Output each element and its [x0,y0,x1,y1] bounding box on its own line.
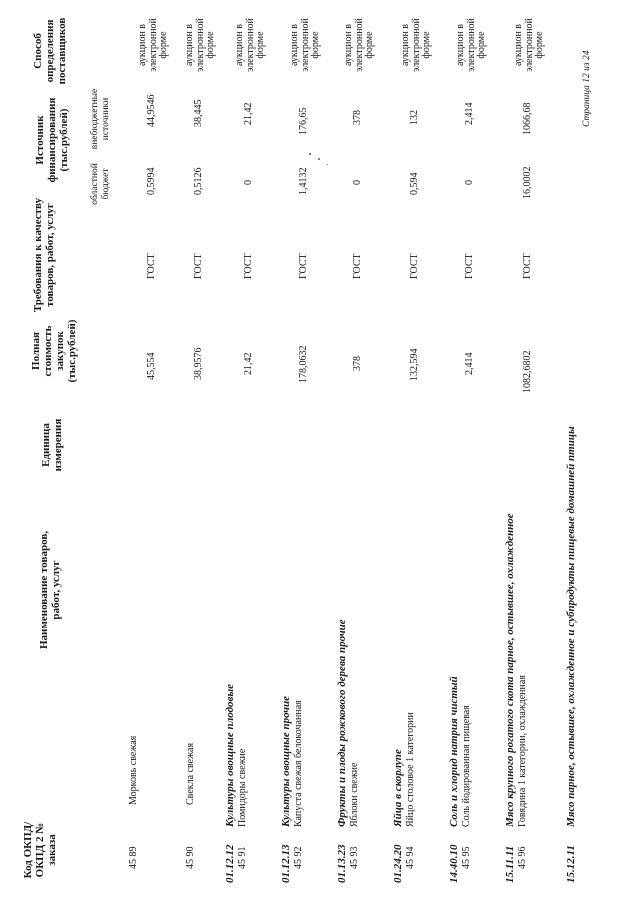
row-number: 45 93 [349,846,360,869]
group-code: 15.11.11 [504,845,516,883]
row-number: 45 95 [461,846,472,869]
row-name: Помидоры свежие [237,748,248,827]
row-name: Говядина 1 категории, охлажденная [517,675,528,827]
row-offbudget: 1066,68 [522,102,533,135]
row-method: аукцион в электронной форме [343,18,375,72]
row-method: аукцион в электронной форме [513,18,545,72]
row-regional: 0,594 [409,172,420,195]
group-title: Яйца в скорлупе [392,749,404,827]
group-code: 01.12.12 [224,844,236,883]
header-cost: Полная стоимость закупок (тыс.рублей) [30,319,78,383]
row-cost: 1082,6802 [522,350,533,393]
row-number: 45 89 [128,846,139,869]
group-code: 01.12.13 [280,844,292,883]
row-offbudget: 378 [352,110,363,125]
row-regional: 0,5126 [193,167,204,195]
header-method: Способ определения поставщиков [32,17,68,85]
group-title: Культуры овощные плодовые [224,684,236,827]
row-regional: 16,0002 [522,166,533,199]
row-name: Свекла свежая [185,742,196,805]
row-requirement: ГОСТ [464,253,475,279]
row-offbudget: 2,414 [464,102,475,125]
row-name: Морковь свежая [128,735,139,805]
row-requirement: ГОСТ [146,253,157,279]
row-requirement: ГОСТ [409,253,420,279]
row-offbudget: 44,9546 [146,94,157,127]
row-cost: 38,9576 [193,347,204,380]
group-title: Мясо крупного рогатого скота парное, остывшее, охлажденное [504,513,516,827]
row-method: аукцион в электронной форме [234,18,266,72]
group-title: Мясо парное, остывшее, охлажденное и субпродукты пищевые домашней птицы [565,426,577,827]
row-regional: 0 [243,180,254,185]
row-cost: 21,42 [243,352,254,375]
group-title: Соль и хлорид натрия чистый [448,676,460,827]
row-requirement: ГОСТ [352,253,363,279]
row-requirement: ГОСТ [243,253,254,279]
row-number: 45 96 [517,846,528,869]
row-method: аукцион в электронной форме [400,18,432,72]
group-code: 01.24.20 [392,844,404,883]
header-unit: Единица измерения [40,418,64,472]
scan-speck [327,164,328,165]
row-cost: 378 [352,356,363,371]
header-code: Код ОКПД/ ОКПД 2 № заказа [22,821,58,879]
row-offbudget: 38,445 [193,99,204,127]
row-cost: 2,414 [464,352,475,375]
row-method: аукцион в электронной форме [184,18,216,72]
group-title: Фрукты и плоды рожкового дерева прочие [336,619,348,827]
row-method: аукцион в электронной форме [137,18,169,72]
row-regional: 1,4132 [298,167,309,195]
row-requirement: ГОСТ [298,253,309,279]
row-name: Капуста свежая белокочанная [293,700,304,827]
row-method: аукцион в электронной форме [455,18,487,72]
row-requirement: ГОСТ [522,253,533,279]
row-cost: 45,554 [146,352,157,380]
row-method: аукцион в электронной форме [289,18,321,72]
row-regional: 0,5994 [146,167,157,195]
row-regional: 0 [464,180,475,185]
row-number: 45 92 [293,846,304,869]
row-number: 45 91 [237,846,248,869]
header-requirements: Требования к качеству товаров, работ, услуг [32,197,56,313]
row-offbudget: 21,42 [243,102,254,125]
group-code: 14.40.10 [448,844,460,883]
row-cost: 132,594 [409,348,420,381]
header-regional-budget: областной бюджет [90,163,111,205]
row-offbudget: 176,65 [298,107,309,135]
group-code: 01.13.23 [336,844,348,883]
group-code: 15.12.11 [565,845,577,883]
row-name: Соль йодированная пищевая [461,705,472,827]
row-regional: 0 [352,180,363,185]
row-number: 45 94 [405,846,416,869]
page-footer: Страница 12 из 24 [582,50,592,127]
group-title: Культуры овощные прочие [280,695,292,827]
row-offbudget: 132 [409,110,420,125]
row-requirement: ГОСТ [193,253,204,279]
header-financing: Источник финансирования (тыс.рублей) [34,97,70,183]
header-name: Наименование товаров, работ, услуг [38,530,62,650]
row-cost: 178,0632 [298,345,309,383]
header-offbudget: внебюджетные источники [90,88,111,150]
row-name: Яблоки свежие [349,762,360,827]
scan-speck [309,153,311,155]
row-name: Яйцо столовое 1 категории [405,712,416,827]
row-number: 45 90 [185,846,196,869]
scan-speck [318,158,320,160]
